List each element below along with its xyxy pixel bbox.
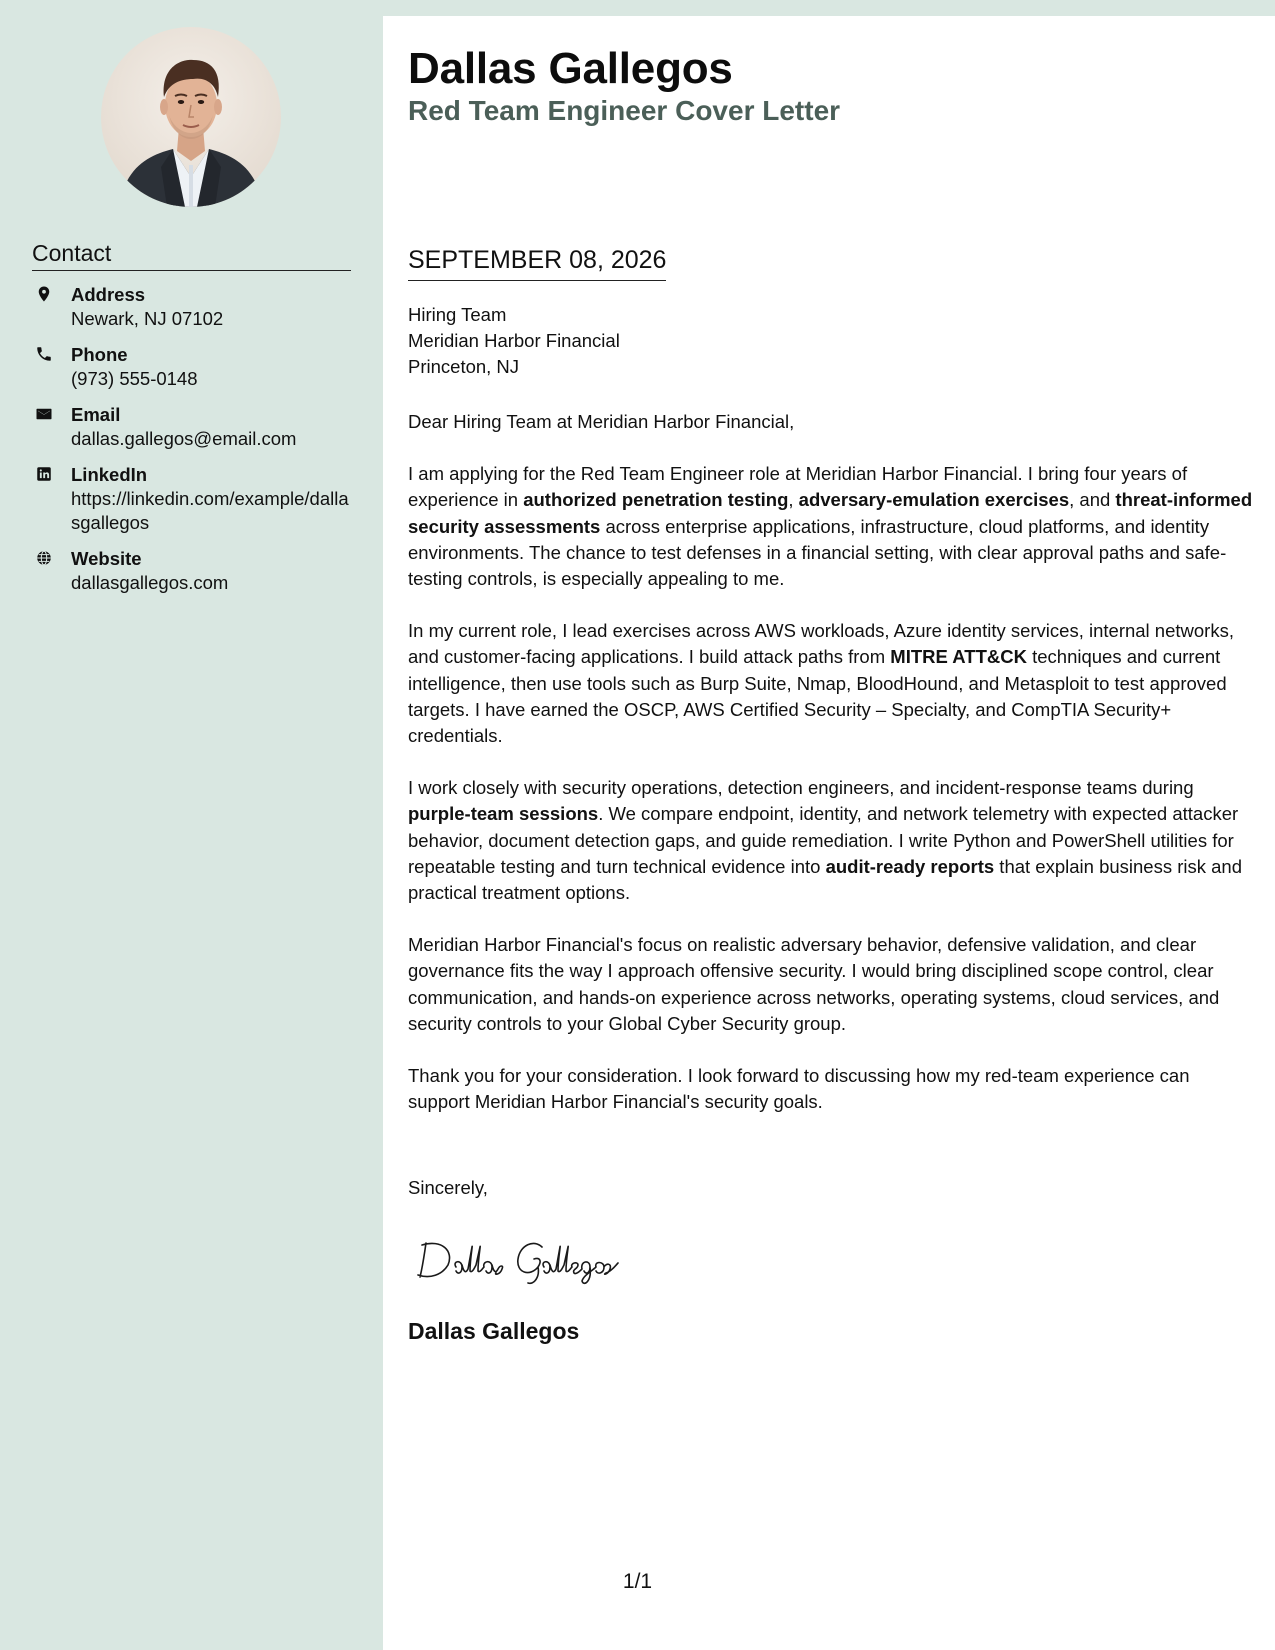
map-pin-icon xyxy=(35,285,53,303)
signer-name: Dallas Gallegos xyxy=(408,1318,580,1344)
letter-content xyxy=(408,409,1253,1141)
linkedin-value[interactable]: https://linkedin.com/example/dallasgallegos xyxy=(71,488,349,533)
portrait-image xyxy=(101,27,281,207)
paragraph-collaboration: I work closely with security operations, detection engineers, and incident-response teams during purple-team sessions. We compare endpoint, identity, and network telemetry with expected attacker behavior, document detection gaps, and guide remediation. I write Python and PowerShell utilities for repeatable testing and turn technical evidence into audit-ready reports that explain business risk and practical treatment options. xyxy=(408,777,1243,904)
closing: Sincerely, xyxy=(408,1177,488,1198)
handwritten-signature xyxy=(412,1229,672,1289)
page-number: 1/1 xyxy=(622,1570,653,1593)
recipient-line: Princeton, NJ xyxy=(408,356,520,377)
paragraph-intro: I am applying for the Red Team Engineer role at Meridian Harbor Financial. I bring four years of experience in authorized penetration testing, adversary-emulation exercises, and threat-informed security assessments across enterprise applications, infrastructure, cloud platforms, and identity environments. The chance to test defenses in a financial setting, with clear approval paths and safe-testing controls, is especially appealing to me. xyxy=(408,463,1253,590)
document-subtitle: Red Team Engineer Cover Letter xyxy=(408,95,841,126)
email-value[interactable]: dallas.gallegos@email.com xyxy=(71,428,297,449)
linkedin-icon xyxy=(35,465,53,483)
recipient-line: Hiring Team xyxy=(408,304,507,325)
contact-label: LinkedIn xyxy=(71,464,148,485)
contact-list xyxy=(32,283,352,607)
contact-label: Website xyxy=(71,548,142,569)
contact-item-address xyxy=(32,283,352,331)
contact-item-email xyxy=(32,403,352,451)
contact-label: Email xyxy=(71,404,121,425)
globe-icon xyxy=(35,549,53,567)
applicant-name: Dallas Gallegos xyxy=(408,44,733,93)
paragraph-fit: Meridian Harbor Financial's focus on realistic adversary behavior, defensive validation, and clear governance fits the way I approach offensive security. I would bring disciplined scope control, clear communication, and hands-on experience across networks, operating systems, cloud services, and security controls to your Global Cyber Security group. xyxy=(408,934,1220,1034)
salutation: Dear Hiring Team at Meridian Harbor Financial, xyxy=(408,411,795,432)
contact-item-website xyxy=(32,547,352,595)
paragraph-thanks: Thank you for your consideration. I look forward to discussing how my red-team experience can support Meridian Harbor Financial's security goals. xyxy=(408,1065,1190,1113)
website-value[interactable]: dallasgallegos.com xyxy=(71,572,229,593)
contact-item-linkedin xyxy=(32,463,352,535)
contact-label: Address xyxy=(71,284,146,305)
envelope-icon xyxy=(35,405,53,423)
profile-photo xyxy=(101,27,281,207)
recipient-block xyxy=(408,302,1248,380)
contact-heading: Contact xyxy=(32,240,351,271)
phone-value[interactable]: (973) 555-0148 xyxy=(71,368,198,389)
recipient-line: Meridian Harbor Financial xyxy=(408,330,620,351)
sidebar xyxy=(0,0,383,1650)
letter-date: SEPTEMBER 08, 2026 xyxy=(408,244,666,281)
contact-item-phone xyxy=(32,343,352,391)
paragraph-experience: In my current role, I lead exercises across AWS workloads, Azure identity services, internal networks, and customer-facing applications. I build attack paths from MITRE ATT&CK techniques and current intelligence, then use tools such as Burp Suite, Nmap, BloodHound, and Metasploit to test approved targets. I have earned the OSCP, AWS Certified Security – Specialty, and CompTIA Security+ credentials. xyxy=(408,620,1234,747)
address-value: Newark, NJ 07102 xyxy=(71,308,224,329)
contact-label: Phone xyxy=(71,344,128,365)
phone-icon xyxy=(35,345,53,363)
